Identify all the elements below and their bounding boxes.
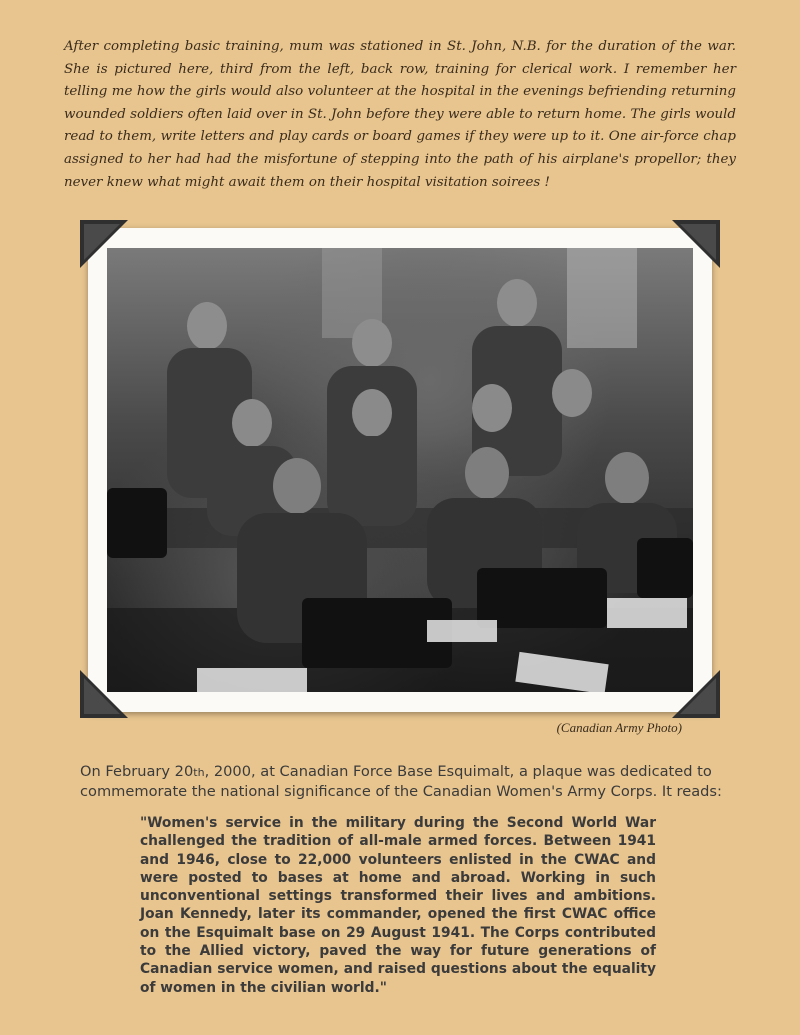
photo-frame (88, 228, 712, 712)
photo-corner-bottom-right-icon (672, 670, 720, 718)
plaque-intro (80, 762, 722, 801)
plaque-intro-ordinal: th (193, 766, 205, 779)
photo-corner-top-left-icon (80, 220, 128, 268)
photo-caption: (Canadian Army Photo) (556, 720, 682, 735)
typing-class-photo (107, 248, 693, 692)
photo-corner-bottom-left-icon (80, 670, 128, 718)
photo-illustration (107, 248, 693, 692)
intro-paragraph: After completing basic training, mum was stationed in St. John, N.B. for the duration of the war. She is pictured here, third from the left, back row, training for clerical work. I remember her telling me how the girls would also volunteer at the hospital in the evenings befriending returning wounded soldiers often laid over in St. John before they were able to return home. The girls would read to them, write letters and play cards or board games if they were up to it. One air-force chap assigned to her had had the misfortune of stepping into the path of his airplane's propellor; they never knew what might await them on their hospital visitation soirees ! (64, 39, 736, 190)
plaque-intro-before: On February 20 (80, 763, 194, 780)
plaque-intro-after: , 2000, at Canadian Force Base Esquimalt, a plaque was dedicated to commemorate the national significance of the Canadian Women's Army Corps. It reads: (80, 763, 722, 800)
plaque-quote: "Women's service in the military during the Second World War challenged the tradition of all-male armed forces. Between 1941 and 1946, close to 22,000 volunteers enlisted in the CWAC and were posted to bases at home and abroad. Working in such unconventional settings transformed their lives and ambitions. Joan Kennedy, later its commander, opened the first CWAC office on the Esquimalt base on 29 August 1941. The Corps contributed to the Allied victory, paved the way for future generations of Canadian service women, and raised questions about the equality of women in the civilian world." (140, 815, 656, 996)
photo-corner-top-right-icon (672, 220, 720, 268)
